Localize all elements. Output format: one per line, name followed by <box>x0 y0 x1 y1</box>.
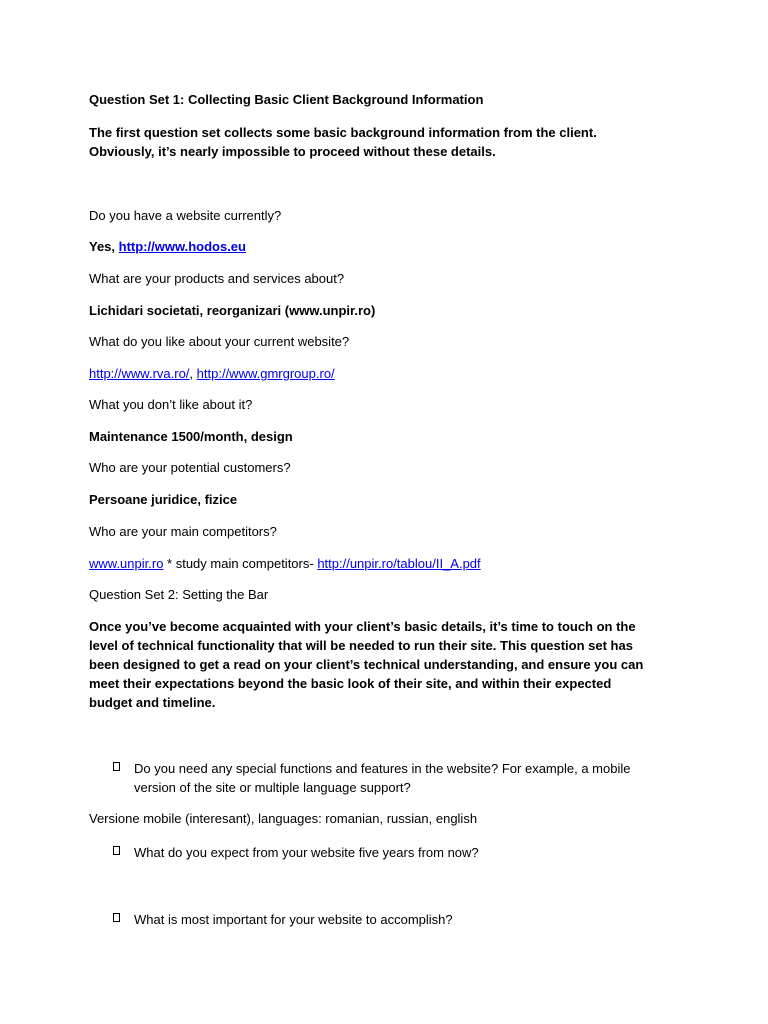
bullet-line: What is most important for your website to accomplish? <box>134 912 453 927</box>
competitors-note: * study main competitors- <box>163 556 318 571</box>
set2-intro-line: been designed to get a read on your client’s technical understanding, and ensure you can <box>89 657 644 672</box>
question-competitors: Who are your main competitors? <box>89 524 277 539</box>
answer-prefix: Yes, <box>89 239 119 254</box>
question-dislike: What you don’t like about it? <box>89 397 253 412</box>
bullet-text <box>134 843 694 862</box>
set2-heading: Question Set 2: Setting the Bar <box>89 587 269 602</box>
answer-competitors <box>89 555 481 573</box>
set2-intro-line: Once you’ve become acquainted with your client’s basic details, it’s time to touch on the <box>89 619 636 634</box>
gmrgroup-link[interactable]: http://www.gmrgroup.ro/ <box>196 366 335 381</box>
answer-products: Lichidari societati, reorganizari (www.unpir.ro) <box>89 303 376 318</box>
link-separator: , <box>189 366 197 381</box>
bullet-text <box>134 759 694 797</box>
answer-dislike: Maintenance 1500/month, design <box>89 429 293 444</box>
set2-intro-line: level of technical functionality that will be needed to run their site. This question set has <box>89 638 633 653</box>
set1-intro-line: Obviously, it’s nearly impossible to proceed without these details. <box>89 144 496 159</box>
checkbox-bullet-icon <box>113 762 120 771</box>
bullet-line: What do you expect from your website five years from now? <box>134 845 479 860</box>
question-website: Do you have a website currently? <box>89 208 282 223</box>
bullet-line: version of the site or multiple language support? <box>134 780 411 795</box>
bullet-line: Do you need any special functions and features in the website? For example, a mobile <box>134 761 631 776</box>
answer-website <box>89 238 246 256</box>
set1-heading: Question Set 1: Collecting Basic Client Background Information <box>89 92 484 107</box>
set2-intro-line: meet their expectations beyond the basic look of their site, and within their expected <box>89 676 612 691</box>
set1-intro-line: The first question set collects some basic background information from the client. <box>89 125 597 140</box>
answer-customers: Persoane juridice, fizice <box>89 492 238 507</box>
checkbox-bullet-icon <box>113 913 120 922</box>
set2-intro <box>89 617 689 712</box>
question-like: What do you like about your current website? <box>89 334 350 349</box>
set1-intro <box>89 123 689 161</box>
bullet-text <box>134 910 694 929</box>
checkbox-bullet-icon <box>113 846 120 855</box>
question-customers: Who are your potential customers? <box>89 460 291 475</box>
question-products: What are your products and services about? <box>89 271 345 286</box>
answer-special-functions: Versione mobile (interesant), languages: romanian, russian, english <box>89 811 478 826</box>
answer-like <box>89 365 335 383</box>
tablou-pdf-link[interactable]: http://unpir.ro/tablou/II_A.pdf <box>317 556 481 571</box>
unpir-link[interactable]: www.unpir.ro <box>89 556 164 571</box>
rva-link[interactable]: http://www.rva.ro/ <box>89 366 190 381</box>
hodos-link[interactable]: http://www.hodos.eu <box>118 239 246 254</box>
set2-intro-line: budget and timeline. <box>89 695 216 710</box>
